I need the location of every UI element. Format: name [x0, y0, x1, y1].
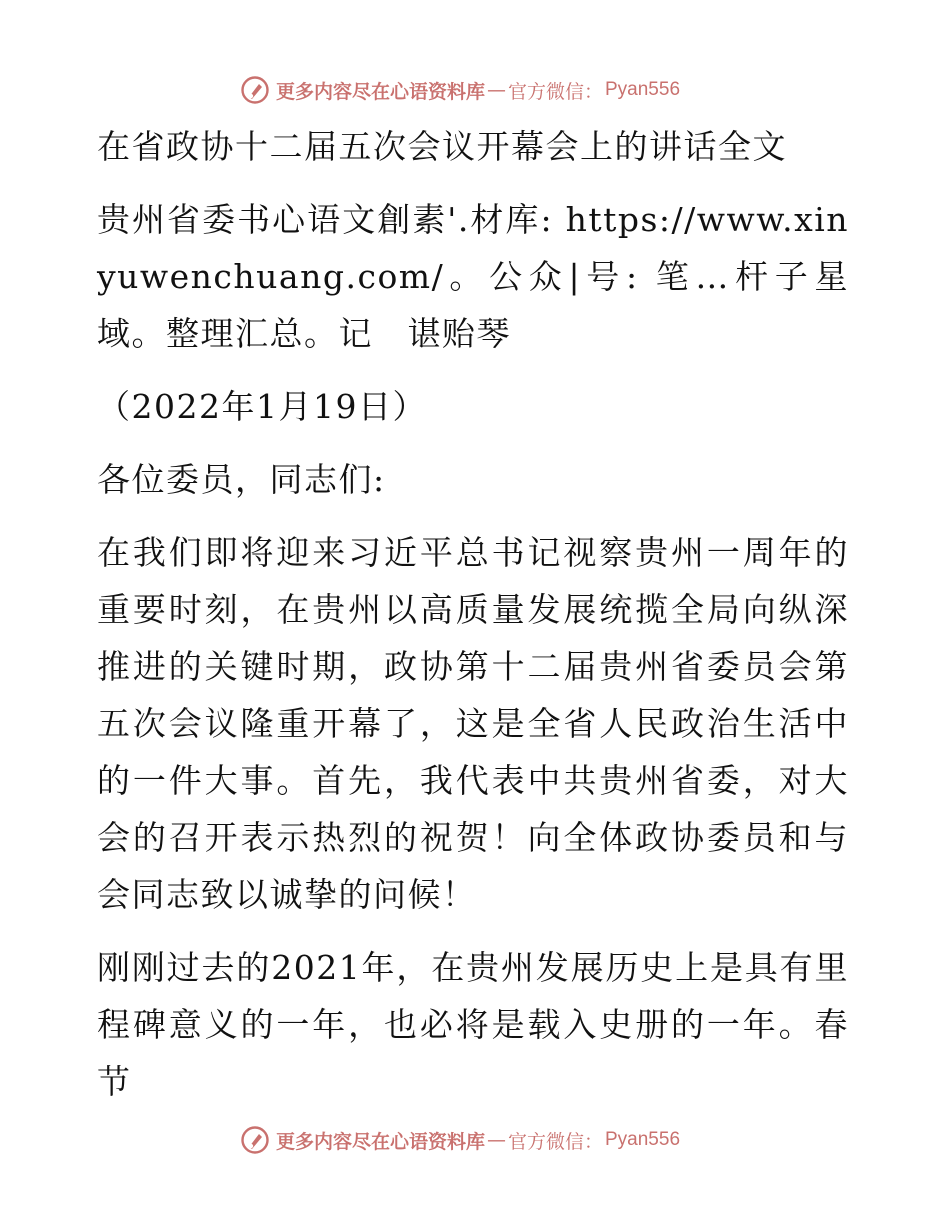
banner-wechat-label: 官方微信：: [507, 80, 603, 103]
banner-brand-text: 更多内容尽在心语资料库: [275, 80, 485, 103]
banner-brand-text: 更多内容尽在心语资料库: [275, 1130, 485, 1153]
banner-wechat-id: Pyan556: [605, 79, 681, 100]
banner-dash: —: [486, 1129, 506, 1151]
footer-banner: [0, 1120, 950, 1160]
pen-nib-icon: [240, 1125, 270, 1155]
paragraph-1: 在我们即将迎来习近平总书记视察贵州一周年的重要时刻，在贵州以高质量发展统揽全局向纵深推进的关键时期，政协第十二届贵州省委员会第五次会议隆重开幕了，这是全省人民政治生活中的一件大事。首先，我代表中共贵州省委，对大会的召开表示热烈的祝贺！向全体政协委员和与会同志致以诚挚的问候！: [97, 533, 849, 914]
speech-date: （2022年1月19日）: [97, 387, 427, 426]
banner-dash: —: [486, 79, 506, 101]
document-title: 在省政协十二届五次会议开幕会上的讲话全文: [97, 127, 787, 166]
banner-wechat-id: Pyan556: [605, 1129, 681, 1150]
paragraph-2: 刚刚过去的2021年，在贵州发展历史上是具有里程碑意义的一年，也必将是载入史册的一年。春节: [97, 948, 849, 1101]
pen-nib-icon: [240, 75, 270, 105]
greeting: 各位委员，同志们:: [97, 460, 386, 499]
header-banner: [0, 70, 950, 110]
document-body: [97, 118, 849, 1110]
source-line: 贵州省委书心语文創素'.材库: https://www.xinyuwenchuang.com/。公众|号: 笔…杆子星域。整理汇总。记 谌贻琴: [97, 200, 849, 353]
banner-wechat-label: 官方微信：: [507, 1130, 603, 1153]
